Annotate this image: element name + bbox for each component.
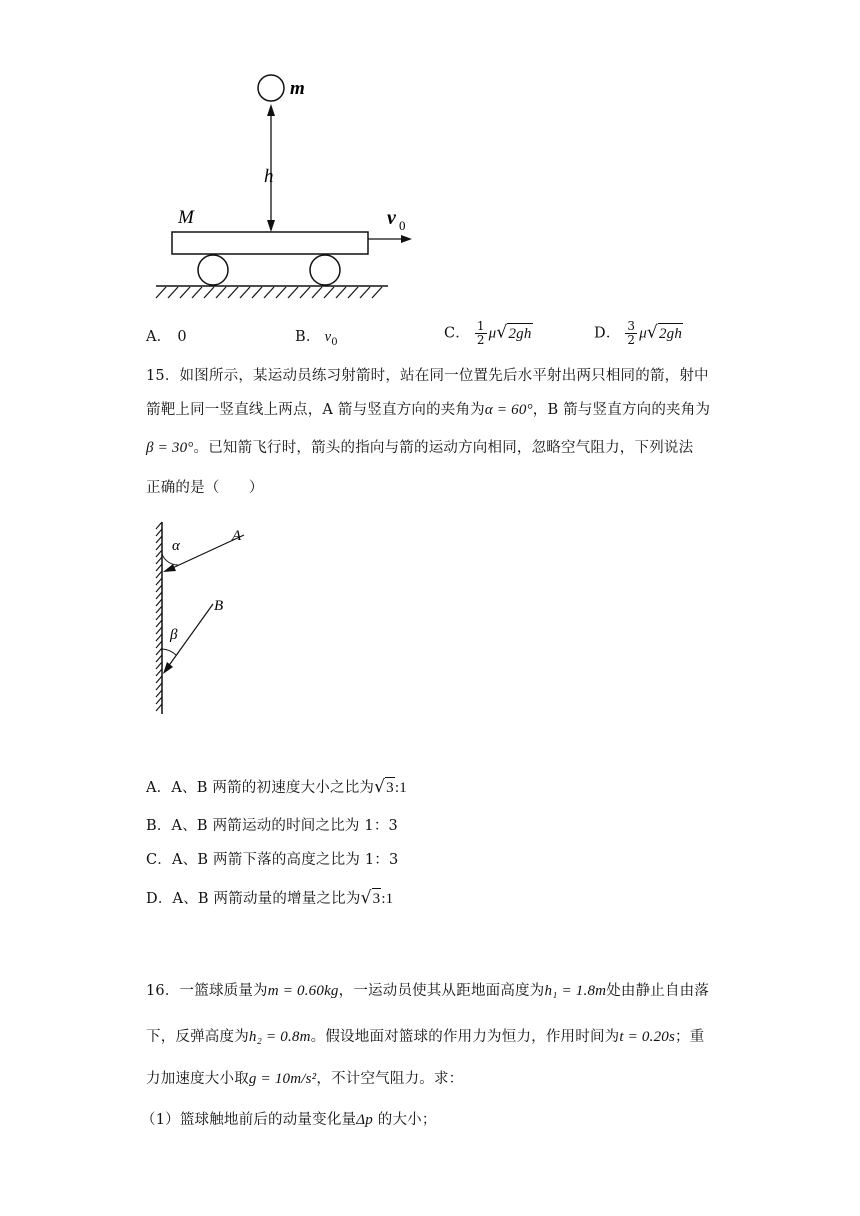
angle-alpha-arc bbox=[162, 554, 178, 565]
target-wall-hatch bbox=[156, 522, 162, 711]
ball-mass-label: m bbox=[290, 78, 305, 99]
velocity-label: v bbox=[387, 207, 396, 229]
q15-option-b: B．A、B 两箭运动的时间之比为 1：3 bbox=[146, 818, 398, 834]
arrow-a-label: A bbox=[232, 528, 242, 544]
velocity-subscript: 0 bbox=[399, 218, 406, 233]
q14-option-a: A． 0 bbox=[146, 329, 187, 345]
cart-wheel-right bbox=[310, 255, 340, 285]
q15-option-a: A．A、B 两箭的初速度大小之比为√3:1 bbox=[146, 777, 407, 797]
q15-line-3: β = 30°。已知箭飞行时，箭头的指向与箭的运动方向相同，忽略空气阻力，下列说法 bbox=[146, 440, 694, 456]
q15-option-d: D．A、B 两箭动量的增量之比为√3:1 bbox=[146, 888, 394, 908]
q15-option-c: C．A、B 两箭下落的高度之比为 1：3 bbox=[146, 852, 399, 868]
height-arrow-down-head bbox=[267, 220, 275, 232]
cart-ball-figure bbox=[140, 60, 440, 305]
angle-beta-arc bbox=[162, 649, 176, 655]
ground-hatch bbox=[156, 287, 382, 298]
radicand: 3 bbox=[372, 888, 382, 909]
arrow-a-head bbox=[163, 564, 176, 572]
cart-mass-label: M bbox=[178, 207, 194, 228]
q16-line-3: 力加速度大小取g = 10m/s²，不计空气阻力。求： bbox=[146, 1071, 464, 1087]
arrows-target-figure bbox=[150, 518, 260, 718]
velocity-arrow-head bbox=[401, 235, 412, 243]
height-arrow-up-head bbox=[267, 104, 275, 116]
q15-line-1: 15．如图所示，某运动员练习射箭时，站在同一位置先后水平射出两只相同的箭，射中 bbox=[146, 368, 709, 384]
arrow-b-label: B bbox=[214, 598, 224, 614]
height-label: h bbox=[264, 166, 274, 187]
beta-label: β bbox=[170, 627, 178, 643]
q15-line-2: 箭靶上同一竖直线上两点，A 箭与竖直方向的夹角为α = 60°，B 箭与竖直方向的夹角为 bbox=[146, 402, 711, 418]
q14-option-b: B． $v_0$ bbox=[295, 329, 338, 348]
cart-wheel-left bbox=[198, 255, 228, 285]
cart-body bbox=[172, 232, 368, 254]
q15-line-4: 正确的是（ ） bbox=[146, 480, 264, 496]
fraction: $\frac{1}{2}$ bbox=[476, 319, 485, 347]
q14-option-c: C． $\frac{1}{2}$ μ√2gh bbox=[444, 319, 532, 347]
radicand: 2gh bbox=[658, 323, 683, 344]
fraction: $\frac{3}{2}$ bbox=[627, 319, 636, 347]
ball-circle bbox=[258, 75, 284, 101]
q16-line-2: 下，反弹高度为h₂ = 0.8m。假设地面对篮球的作用力为恒力，作用时间为t = 0.20s；重 bbox=[146, 1029, 705, 1045]
radicand: 3 bbox=[385, 777, 395, 798]
q14-option-d: D． $\frac{3}{2}$ μ√2gh bbox=[594, 319, 683, 347]
alpha-label: α bbox=[172, 538, 180, 554]
radicand: 2gh bbox=[507, 323, 532, 344]
q16-line-4: （1）篮球触地前后的动量变化量Δp 的大小； bbox=[141, 1112, 437, 1128]
arrow-b-head bbox=[163, 662, 173, 674]
q16-line-1: 16．一篮球质量为m = 0.60kg，一运动员使其从距地面高度为h₁ = 1.8m处由静止自由落 bbox=[146, 983, 710, 999]
